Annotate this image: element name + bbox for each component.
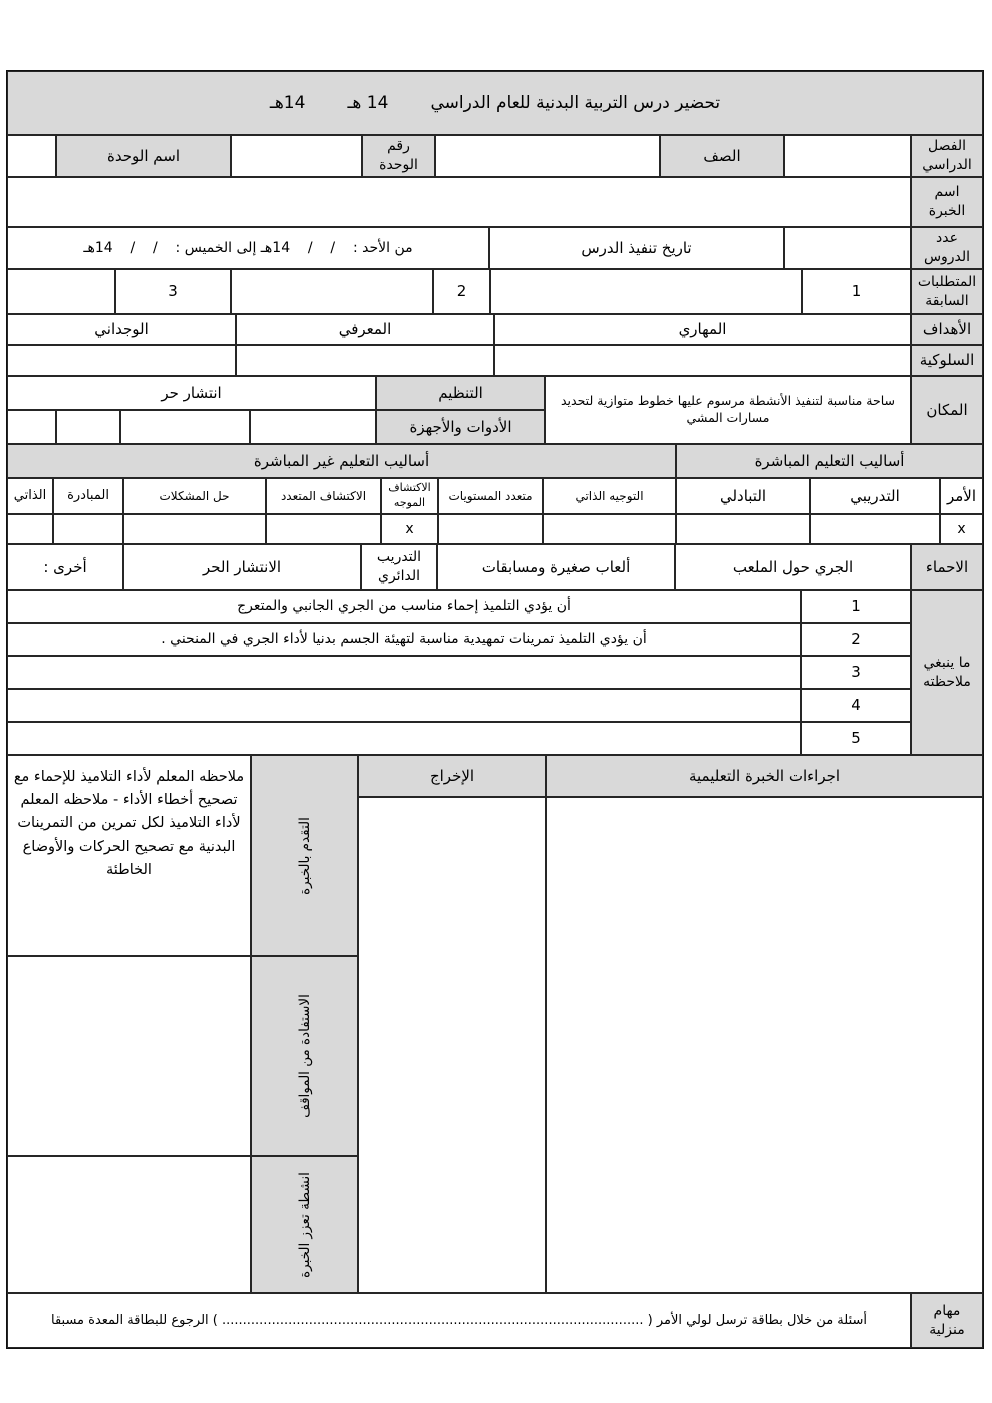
- experience-label: اسم الخبرة: [911, 177, 983, 227]
- method-problem-solving-check[interactable]: [123, 514, 266, 544]
- method-practice-label: التدريبي: [810, 478, 940, 514]
- warmup-option-other[interactable]: أخرى :: [7, 544, 123, 590]
- objective-cognitive-label: المعرفي: [236, 314, 494, 345]
- objectives-row: [7, 314, 983, 345]
- lesson-plan-table: [6, 70, 984, 1349]
- procedures-header: اجراءات الخبرة التعليمية: [546, 755, 983, 797]
- warmup-option-run-around-field[interactable]: الجري حول الملعب: [675, 544, 911, 590]
- observation-text-field[interactable]: [7, 722, 801, 755]
- stage-progress-label-cell: [251, 755, 358, 956]
- stage-progress-text[interactable]: ملاحظه المعلم لأداء التلاميذ للإحماء مع تصحيح أخطاء الأداء - ملاحظه المعلم لأداء التلاميذ لكل تمرين من التمرينات البدنية مع تصحيح الحركات والأوضاع الخاطئة: [7, 755, 251, 956]
- tools-row: [7, 410, 545, 444]
- method-names-row: [7, 478, 983, 514]
- observations-section: [7, 590, 983, 755]
- prerequisite-field-1[interactable]: [490, 269, 802, 314]
- observation-text-field[interactable]: [7, 656, 801, 689]
- homework-label: مهام منزلية: [911, 1293, 983, 1348]
- place-description: ساحة مناسبة لتنفيذ الأنشطة مرسوم عليها خطوط متوازية لتحديد مسارات المشي: [545, 376, 911, 444]
- class-row: [7, 135, 983, 177]
- behavioral-cognitive-field[interactable]: [236, 345, 494, 376]
- date-range-field[interactable]: من الأحد : / / 14هـ إلى الخميس : / / 14هـ: [7, 227, 489, 269]
- experience-row: [7, 177, 983, 227]
- method-self-check[interactable]: [7, 514, 53, 544]
- objectives-label: الأهداف: [911, 314, 983, 345]
- prerequisites-row: [7, 269, 983, 314]
- method-initiative-check[interactable]: [53, 514, 123, 544]
- observation-number: 1: [801, 590, 911, 623]
- unit-name-value-field[interactable]: [7, 135, 56, 177]
- observation-row: [7, 623, 911, 656]
- year-from: 14 هـ: [347, 92, 389, 113]
- class-value-field[interactable]: [435, 135, 660, 177]
- method-reciprocal-check[interactable]: [676, 514, 810, 544]
- observation-number: 4: [801, 689, 911, 722]
- output-column: [358, 755, 546, 1293]
- experience-value-field[interactable]: [7, 177, 911, 227]
- warmup-option-circuit-training[interactable]: التدريب الدائري: [361, 544, 437, 590]
- observation-number: 2: [801, 623, 911, 656]
- class-label: الصف: [660, 135, 784, 177]
- observation-row: [7, 656, 911, 689]
- stage-situations-label-cell: [251, 956, 358, 1156]
- tools-field-4[interactable]: [7, 410, 56, 444]
- methods-header-row: [7, 444, 983, 478]
- indirect-methods-header: أساليب التعليم غير المباشرة: [7, 444, 676, 478]
- prerequisite-number-3: 3: [115, 269, 231, 314]
- stage-reinforce-label-cell: [251, 1156, 358, 1293]
- place-row: [7, 376, 983, 444]
- method-divergent-discovery-label: الاكتشاف المتعدد: [266, 478, 381, 514]
- tools-label: الأدوات والأجهزة: [376, 410, 545, 444]
- observation-number: 3: [801, 656, 911, 689]
- prerequisite-number-2: 2: [433, 269, 490, 314]
- behavioral-label: السلوكية: [911, 345, 983, 376]
- unit-number-label: رقم الوحدة: [362, 135, 435, 177]
- stage-situations-field[interactable]: [7, 956, 251, 1156]
- method-problem-solving-label: حل المشكلات: [123, 478, 266, 514]
- method-multilevel-label: متعدد المستويات: [438, 478, 543, 514]
- method-guided-discovery-label: الاكتشاف الموجه: [381, 478, 438, 514]
- method-reciprocal-label: التبادلي: [676, 478, 810, 514]
- prerequisites-label: المتطلبات السابقة: [911, 269, 983, 314]
- prerequisite-field-3[interactable]: [7, 269, 115, 314]
- warmup-label: الاحماء: [911, 544, 983, 590]
- prerequisite-number-1: 1: [802, 269, 911, 314]
- observations-label: ما ينبغي ملاحظته: [911, 590, 983, 755]
- warmup-row: [7, 544, 983, 590]
- procedure-stage-labels: [251, 755, 358, 1293]
- observations-rows: [7, 590, 911, 755]
- page-title: [7, 71, 983, 135]
- procedures-section: [7, 755, 983, 1293]
- stage-reinforce-label: انشطة تعزز الخبرة: [296, 1171, 313, 1278]
- tools-field-3[interactable]: [56, 410, 120, 444]
- prerequisite-field-2[interactable]: [231, 269, 433, 314]
- procedures-body-field[interactable]: [546, 797, 983, 1293]
- behavioral-row: [7, 345, 983, 376]
- lessons-count-field[interactable]: [784, 227, 911, 269]
- observation-text-field[interactable]: أن يؤدي التلميذ تمرينات تمهيدية مناسبة لتهيئة الجسم بدنيا لأداء الجري في المنحني .: [7, 623, 801, 656]
- observation-row: [7, 689, 911, 722]
- method-self-guidance-check[interactable]: [543, 514, 676, 544]
- method-divergent-discovery-check[interactable]: [266, 514, 381, 544]
- lessons-row: [7, 227, 983, 269]
- homework-row: [7, 1293, 983, 1348]
- stage-situations-label: الاستفادة من المواقف: [296, 994, 313, 1118]
- method-initiative-label: المبادرة: [53, 478, 123, 514]
- method-multilevel-check[interactable]: [438, 514, 543, 544]
- place-label: المكان: [911, 376, 983, 444]
- execution-date-label: تاريخ تنفيذ الدرس: [489, 227, 784, 269]
- semester-label: الفصل الدراسي: [911, 135, 983, 177]
- unit-name-label: اسم الوحدة: [56, 135, 231, 177]
- procedures-column: [546, 755, 983, 1293]
- observation-number: 5: [801, 722, 911, 755]
- method-guided-discovery-check[interactable]: x: [381, 514, 438, 544]
- title-row: [7, 71, 983, 135]
- output-header: الإخراج: [358, 755, 546, 797]
- stage-progress-label: التقدم بالخبرة: [296, 816, 313, 895]
- warmup-option-small-games[interactable]: ألعاب صغيرة ومسابقات: [437, 544, 675, 590]
- observation-row: [7, 590, 911, 623]
- behavioral-affective-field[interactable]: [7, 345, 236, 376]
- method-command-label: الأمر: [940, 478, 983, 514]
- organization-row: [7, 376, 545, 410]
- page-title-text: تحضير درس التربية البدنية للعام الدراسي: [430, 92, 721, 113]
- method-self-guidance-label: التوجيه الذاتي: [543, 478, 676, 514]
- objective-skill-label: المهاري: [494, 314, 911, 345]
- behavioral-skill-field[interactable]: [494, 345, 911, 376]
- place-right-grid: [7, 376, 545, 444]
- organization-value[interactable]: انتشار حر: [7, 376, 376, 410]
- observation-text-field[interactable]: [7, 689, 801, 722]
- organization-label: التنظيم: [376, 376, 545, 410]
- method-practice-check[interactable]: [810, 514, 940, 544]
- method-self-label: الذاتي: [7, 478, 53, 514]
- procedure-stage-texts: [7, 755, 251, 1293]
- method-command-check[interactable]: x: [940, 514, 983, 544]
- stage-reinforce-field[interactable]: [7, 1156, 251, 1293]
- tools-field-2[interactable]: [120, 410, 250, 444]
- lessons-count-label: عدد الدروس: [911, 227, 983, 269]
- warmup-option-free-spread[interactable]: الانتشار الحر: [123, 544, 361, 590]
- homework-text[interactable]: أسئلة من خلال بطاقة ترسل لولي الأمر ( ...................................................................................................... ) الرجوع للبطاقة المعدة مسبقا: [7, 1293, 911, 1348]
- unit-number-value-field[interactable]: [231, 135, 362, 177]
- observation-text-field[interactable]: أن يؤدي التلميذ إحماء مناسب من الجري الجانبي والمتعرج: [7, 590, 801, 623]
- observation-row: [7, 722, 911, 755]
- year-to: 14هـ: [269, 92, 306, 113]
- semester-value-field[interactable]: [784, 135, 911, 177]
- output-body-field[interactable]: [358, 797, 546, 1293]
- direct-methods-header: أساليب التعليم المباشرة: [676, 444, 983, 478]
- tools-field-1[interactable]: [250, 410, 376, 444]
- method-checks-row: [7, 514, 983, 544]
- objective-affective-label: الوجداني: [7, 314, 236, 345]
